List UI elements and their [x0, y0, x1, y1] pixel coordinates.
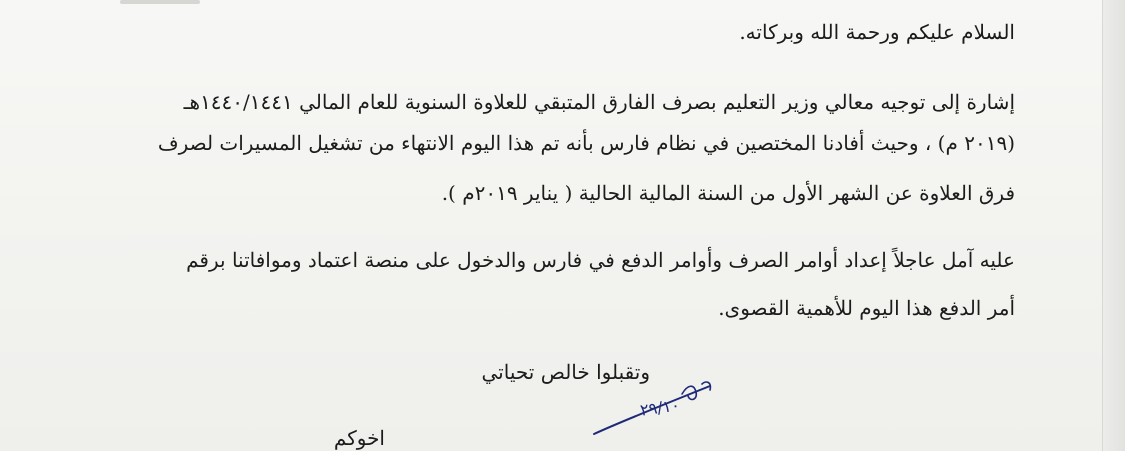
- closing-line: وتقبلوا خالص تحياتي: [481, 360, 650, 384]
- paper-edge: [1102, 0, 1125, 451]
- paragraph-2-line-2: أمر الدفع هذا اليوم للأهمية القصوى.: [718, 296, 1015, 320]
- paragraph-1-line-1: إشارة إلى توجيه معالي وزير التعليم بصرف الفارق المتبقي للعلاوة السنوية للعام المالي ١٤٤٠/١٤٤١هـ: [183, 90, 1015, 114]
- greeting-line: السلام عليكم ورحمة الله وبركاته.: [739, 20, 1015, 44]
- scan-smudge: [120, 0, 200, 4]
- paragraph-1-line-2: (٢٠١٩ م) ، وحيث أفادنا المختصين في نظام فارس بأنه تم هذا اليوم الانتهاء من تشغيل المسيرات لصرف: [157, 131, 1015, 155]
- paragraph-1-line-3: فرق العلاوة عن الشهر الأول من السنة المالية الحالية ( يناير ٢٠١٩م ).: [441, 181, 1015, 205]
- sender-line: اخوكم: [333, 426, 385, 450]
- signature-date-note: ٢٩/١٠: [638, 395, 681, 420]
- paragraph-2-line-1: عليه آمل عاجلاً إعداد أوامر الصرف وأوامر الدفع في فارس والدخول على منصة اعتماد وموافاتنا برقم: [186, 248, 1015, 272]
